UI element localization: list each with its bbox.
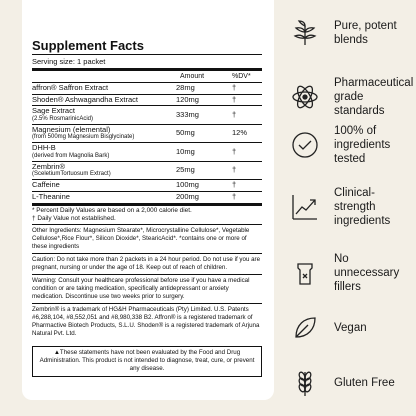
ingredient-name-text: Zembrin® <box>32 161 66 171</box>
feature-label: Pure, potent blends <box>334 19 397 46</box>
trend-up-icon <box>290 192 320 222</box>
other-ingredients: Other Ingredients: Magnesium Stearate*, Microcrystalline Cellulose*, Vegetable Cellulose*,Rice Flour*, Silicon Dioxide*, StearicAcid*. *contains one or more of these ingredients <box>32 225 262 254</box>
ingredient-amount: 200mg <box>176 191 199 201</box>
ingredient-dv: † <box>232 165 237 175</box>
ingredient-row <box>32 180 262 192</box>
ingredient-dv: † <box>232 180 237 190</box>
ingredient-dv: † <box>232 83 237 92</box>
ingredient-row <box>32 192 262 206</box>
wheat-icon <box>290 368 320 398</box>
feature-item <box>290 368 416 398</box>
ingredient-dv: † <box>232 109 237 119</box>
feature-item <box>290 313 416 343</box>
feature-label: Clinical-strength ingredients <box>334 187 391 228</box>
amount-column-header: Amount <box>180 73 205 80</box>
ingredient-name-text: Sage Extract <box>32 106 75 116</box>
ingredient-name <box>32 193 176 202</box>
ingredient-row <box>32 143 262 162</box>
vegan-leaf-icon <box>290 313 320 343</box>
ingredient-row <box>32 162 262 181</box>
ingredient-name-text: L-Theanine <box>32 191 70 201</box>
ingredient-amount: 100mg <box>176 180 199 190</box>
ingredient-name <box>32 181 176 190</box>
serving-size: Serving size: 1 packet <box>32 55 262 71</box>
ingredient-amount: 333mg <box>176 109 199 119</box>
ingredient-subtext: (derived from Magnolia Bark) <box>32 152 110 159</box>
footnote-percent-dv: * Percent Daily Values are based on a 2,000 calorie diet. <box>32 206 192 214</box>
atom-icon <box>290 82 320 112</box>
feature-item <box>290 124 416 166</box>
warning-text: Warning: Consult your healthcare professional before use if you have a medical condition or are taking medication, specifically antidepressant or anxiety medication. Discontinue use two weeks prior to surgery. <box>32 275 262 304</box>
ingredient-name <box>32 163 176 179</box>
ingredient-amount: 50mg <box>176 128 195 138</box>
ingredient-subtext: (from 500mg Magnesium Bisglycinate) <box>32 134 135 141</box>
caution-text: Caution: Do not take more than 2 packets in a 24 hour period. Do not use if you are pregnant, nursing or under the age of 18. Keep out of reach of children. <box>32 254 262 275</box>
ingredient-name <box>32 84 176 93</box>
ingredient-amount: 28mg <box>176 83 195 92</box>
ingredient-name-text: DHH-B <box>32 143 56 153</box>
ingredient-dv: 12% <box>232 128 248 138</box>
ingredient-row <box>32 95 262 107</box>
ingredient-name <box>32 96 176 105</box>
no-filler-icon <box>290 258 320 288</box>
ingredient-row <box>32 106 262 125</box>
feature-label: 100% of ingredients tested <box>334 125 391 166</box>
leaves-icon <box>290 18 320 48</box>
feature-label: No unnecessary fillers <box>334 253 400 294</box>
ingredient-name-text: Caffeine <box>32 180 60 190</box>
ingredient-amount: 25mg <box>176 165 195 175</box>
ingredient-name-text: Magnesium (elemental) <box>32 124 111 134</box>
ingredient-rows <box>32 83 262 206</box>
feature-label: Pharmaceutical grade standards <box>334 77 414 118</box>
feature-item <box>290 186 416 228</box>
ingredient-dv: † <box>232 191 237 201</box>
ingredient-dv: † <box>232 146 237 156</box>
dv-column-header: %DV* <box>232 73 251 80</box>
footnote-dv-not-established: † Daily Value not established. <box>32 214 116 222</box>
feature-item <box>290 76 416 118</box>
ingredient-subtext: (SceletiumTortuosum Extract) <box>32 171 111 178</box>
feature-item <box>290 252 416 294</box>
ingredient-row <box>32 125 262 144</box>
feature-item <box>290 18 416 48</box>
feature-label: Vegan <box>334 321 367 334</box>
feature-label: Gluten Free <box>334 376 395 389</box>
check-circle-icon <box>290 130 320 160</box>
ingredient-row <box>32 83 262 95</box>
ingredient-name <box>32 107 176 123</box>
ingredient-name <box>32 144 176 160</box>
supplement-facts-title: Supplement Facts <box>32 38 262 55</box>
ingredient-name <box>32 126 176 142</box>
facts-header-row <box>32 71 262 83</box>
ingredient-name-text: affron® Saffron Extract <box>32 83 109 92</box>
footnote-daily-values <box>32 206 262 225</box>
ingredient-dv: † <box>232 94 237 104</box>
ingredient-amount: 10mg <box>176 146 195 156</box>
ingredient-amount: 120mg <box>176 94 199 104</box>
feature-list <box>290 0 416 416</box>
ingredient-subtext: (2.5% RosmarinicAcid) <box>32 115 94 122</box>
supplement-facts-label <box>22 0 274 400</box>
ingredient-name-text: Shoden® Ashwagandha Extract <box>32 94 139 104</box>
trademark-text: Zembrin® is a trademark of HG&H Pharmaceuticals (Pty) Limited. U.S. Patents #6,288,104, #8,552,051 and #8,980,338 B2. Affron® is a registered trademark of Pharmactive Biotech Products, S.L.U. Shoden® is a registered trademark of Arjuna Natural Pvt. Ltd. <box>32 306 260 338</box>
fda-disclaimer: ▲These statements have not been evaluated by the Food and Drug Administration. This product is not intended to diagnose, treat, cure, or prevent any disease. <box>32 346 262 376</box>
